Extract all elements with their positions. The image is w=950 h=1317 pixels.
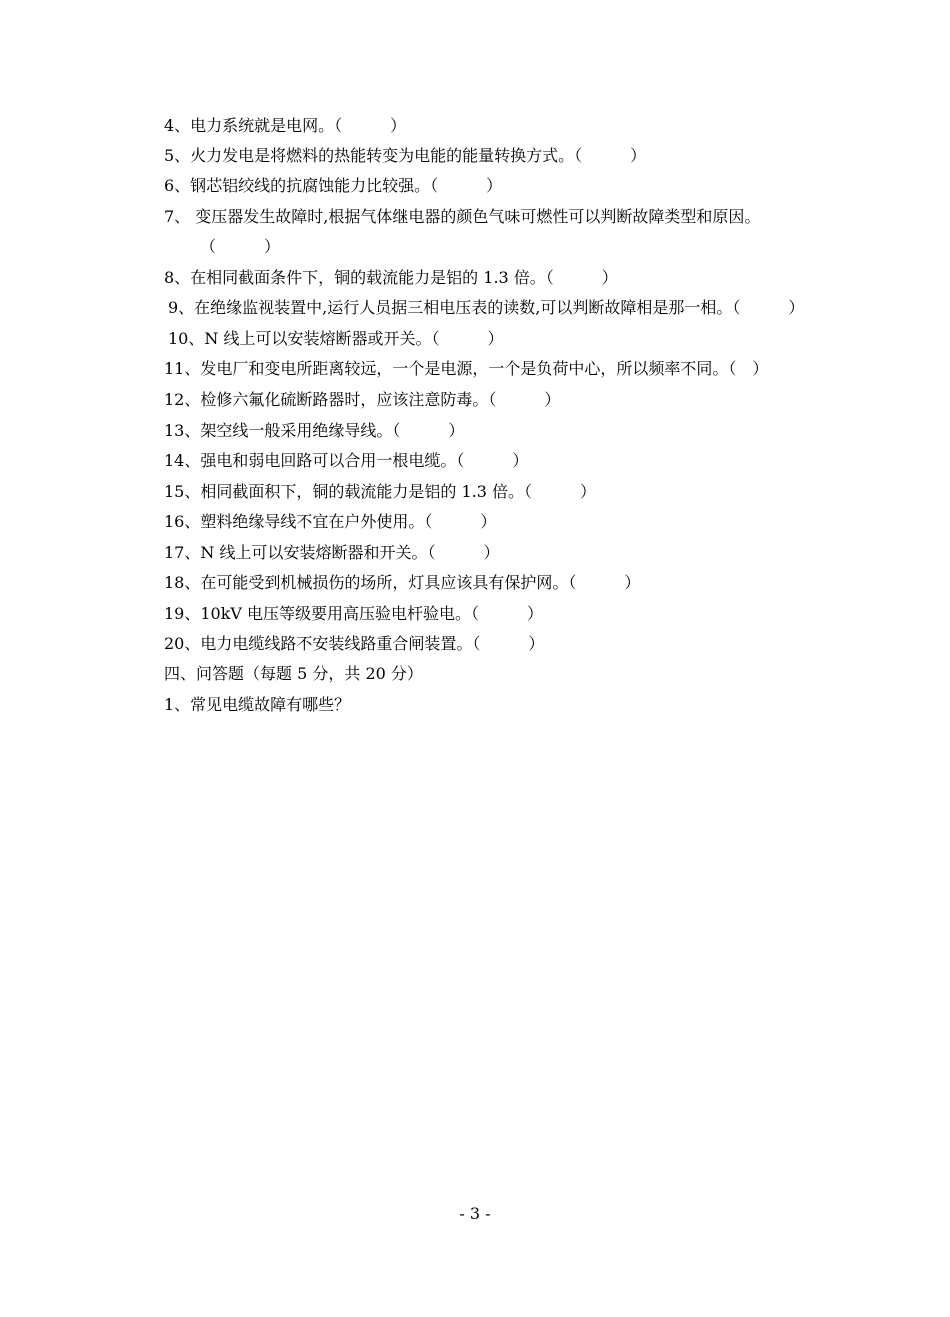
essay-question-1: 1、常见电缆故障有哪些？ (164, 695, 351, 714)
question-5: 5、火力发电是将燃料的热能转变为电能的能量转换方式。（ ） (164, 146, 647, 165)
question-4: 4、电力系统就是电网。（ ） (164, 116, 407, 135)
question-12: 12、检修六氟化硫断路器时，应该注意防毒。（ ） (164, 390, 561, 409)
question-16: 16、塑料绝缘导线不宜在户外使用。（ ） (164, 512, 497, 531)
question-18: 18、在可能受到机械损伤的场所，灯具应该具有保护网。（ ） (164, 573, 641, 592)
question-11: 11、发电厂和变电所距离较远，一个是电源，一个是负荷中心，所以频率不同。（ ） (164, 359, 769, 378)
question-17: 17、N 线上可以安装熔断器和开关。（ ） (164, 543, 500, 562)
section-heading: 四、问答题（每题 5 分，共 20 分） (164, 664, 423, 683)
question-9: 9、在绝缘监视装置中,运行人员据三相电压表的读数,可以判断故障相是那一相。（ ） (168, 298, 805, 317)
question-6: 6、钢芯铝绞线的抗腐蚀能力比较强。（ ） (164, 176, 503, 195)
question-7-answer-blank: （ ） (200, 237, 281, 256)
question-13: 13、架空线一般采用绝缘导线。（ ） (164, 421, 465, 440)
page-number: - 3 - (459, 1204, 491, 1223)
question-10: 10、N 线上可以安装熔断器或开关。（ ） (168, 329, 504, 348)
question-14: 14、强电和弱电回路可以合用一根电缆。（ ） (164, 451, 529, 470)
question-8: 8、在相同截面条件下，铜的载流能力是铝的 1.3 倍。（ ） (164, 268, 618, 287)
question-7: 7、 变压器发生故障时,根据气体继电器的颜色气味可燃性可以判断故障类型和原因。 (164, 207, 761, 226)
question-20: 20、电力电缆线路不安装线路重合闸装置。（ ） (164, 634, 545, 653)
question-15: 15、相同截面积下，铜的载流能力是铝的 1.3 倍。（ ） (164, 482, 596, 501)
question-19: 19、10kV 电压等级要用高压验电杆验电。（ ） (164, 604, 544, 623)
